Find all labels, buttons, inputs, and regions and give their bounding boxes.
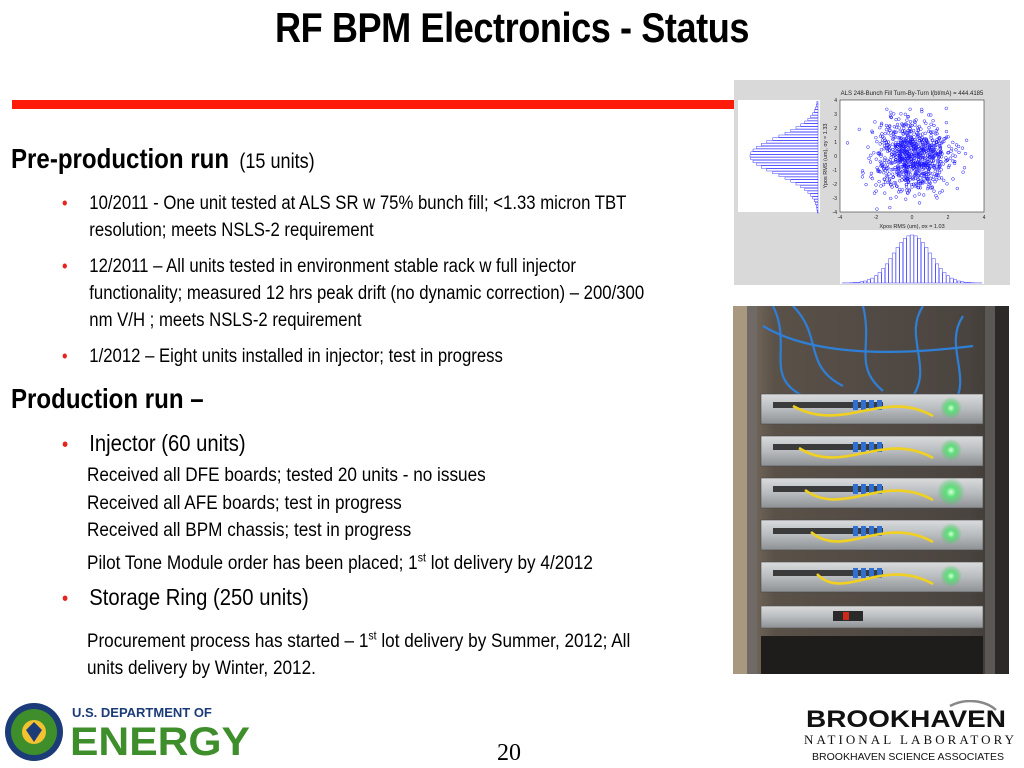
histogram-bar [811, 194, 818, 196]
rack-rail-left [747, 306, 757, 674]
red-connector [843, 612, 849, 620]
doe-logo-graphic [4, 700, 254, 764]
injector-details [87, 462, 593, 578]
histogram-bar [761, 166, 818, 168]
x-tick-label: -2 [873, 215, 879, 221]
histogram-bar [751, 152, 818, 154]
histogram-bar [910, 235, 913, 283]
injector-label: Injector (60 units) [89, 430, 246, 456]
histogram-bar [785, 177, 818, 179]
plot-x-ticks [838, 215, 986, 221]
histogram-bar [796, 127, 818, 129]
page-number: 20 [497, 740, 521, 766]
bpm-chassis-unit [761, 520, 983, 550]
histogram-bar [753, 160, 818, 162]
histogram-bar [864, 281, 867, 283]
histogram-bar [805, 188, 818, 190]
histogram-bar [817, 101, 818, 103]
histogram-bar [921, 243, 924, 284]
x-tick-label: 2 [946, 215, 950, 221]
y-tick-label: 0 [834, 154, 837, 160]
x-tick-label: -4 [837, 215, 843, 221]
storage-ring-line: units delivery by Winter, 2012. [87, 657, 316, 679]
histogram-bar [815, 202, 818, 204]
histogram-bar [811, 115, 818, 117]
histogram-bar [932, 259, 935, 283]
bnl-associates: BROOKHAVEN SCIENCE ASSOCIATES [812, 752, 1005, 763]
title-divider [12, 100, 734, 109]
bnl-logo [800, 700, 1016, 768]
y-tick-label: 3 [834, 112, 837, 118]
bullet-dot-icon: • [62, 588, 69, 610]
histogram-bar [889, 259, 892, 283]
chassis-units [761, 394, 983, 592]
tbt-scatter-plot [734, 80, 1010, 285]
plot-xlabel: Xpos RMS (um), σx = 1.03 [879, 224, 945, 230]
histogram-bar [785, 132, 818, 134]
preproduction-heading-row [11, 143, 315, 175]
plot-ylabel: Ypos RMS (um), σy = 1.33 [823, 123, 829, 189]
bullet-line: nm V/H ; meets NSLS-2 requirement [89, 310, 362, 331]
rack-side-right [995, 306, 1009, 674]
bpm-chassis-unit [761, 562, 983, 592]
lower-rack-space [761, 636, 983, 674]
histogram-bar [903, 239, 906, 284]
bullet-line: 12/2011 – All units tested in environment stable rack w full injector [89, 256, 576, 277]
rack-rail-right [985, 306, 995, 674]
storage-ring-bullet [62, 584, 309, 611]
histogram-bar [957, 281, 960, 283]
histogram-bar [816, 104, 818, 106]
histogram-bar [791, 180, 818, 182]
storage-ring-label: Storage Ring (250 units) [89, 584, 309, 610]
bullet-dot-icon: • [62, 346, 68, 366]
plot-y-ticks [833, 98, 838, 216]
x-tick-label: 4 [982, 215, 986, 221]
histogram-bar [860, 282, 863, 283]
rack-photo [733, 306, 1009, 674]
bullet-line: functionality; measured 12 hrs peak drift (no dynamic correction) – 200/300 [89, 283, 645, 304]
doe-energy-text: ENERGY [70, 720, 251, 764]
histogram-bar [896, 248, 899, 284]
bullet-item [62, 253, 718, 334]
bullet-line: 1/2012 – Eight units installed in injector; test in progress [89, 346, 503, 367]
histogram-bar [814, 110, 818, 112]
doe-top-text: U.S. DEPARTMENT OF [72, 705, 212, 720]
bpm-chassis-unit [761, 436, 983, 466]
bnl-name: BROOKHAVEN [806, 706, 1006, 733]
histogram-bar [943, 273, 946, 283]
plot-title: ALS 248-Bunch Fill Turn-By-Turn I(bl/mA) = 444.4185 [840, 91, 984, 97]
histogram-bar [753, 149, 818, 151]
histogram-bar [925, 248, 928, 284]
histogram-bar [878, 273, 881, 283]
y-tick-label: -4 [832, 210, 837, 216]
slide-title: RF BPM Electronics - Status [274, 4, 750, 51]
histogram-bar [856, 282, 859, 283]
histogram-bar [808, 118, 818, 120]
histogram-bar [939, 269, 942, 283]
histogram-bar [801, 185, 818, 187]
histogram-bar [816, 205, 818, 207]
injector-line: Received all BPM chassis; test in progress [87, 519, 412, 541]
y-tick-label: -1 [832, 168, 837, 174]
histogram-bar [814, 199, 818, 201]
histogram-bar [805, 121, 818, 123]
histogram-bar [801, 124, 818, 126]
preproduction-count: (15 units) [239, 150, 315, 173]
histogram-bar [813, 113, 818, 115]
histogram-bar [757, 163, 818, 165]
bullet-dot-icon: • [62, 256, 68, 276]
injector-line-pilot: Pilot Tone Module order has been placed; 1st lot delivery by 4/2012 [87, 550, 593, 574]
bullet-line: resolution; meets NSLS-2 requirement [89, 220, 374, 241]
bnl-logo-graphic [800, 700, 1016, 764]
histogram-bar [871, 278, 874, 283]
storage-ring-details [87, 622, 630, 683]
histogram-bar [750, 155, 818, 157]
histogram-bar [885, 264, 888, 283]
histogram-bar [791, 129, 818, 131]
histogram-bar [757, 146, 818, 148]
histogram-bar [773, 138, 818, 140]
histogram-bar [796, 183, 818, 185]
histogram-bar [874, 276, 877, 283]
bnl-lab: NATIONAL LABORATORY [804, 732, 1014, 747]
rack-side-left [733, 306, 747, 674]
bullet-dot-icon: • [62, 434, 69, 456]
rack-photo-illustration [733, 306, 1009, 674]
histogram-bar [936, 264, 939, 283]
histogram-bar [779, 174, 818, 176]
histogram-bar [892, 253, 895, 283]
histogram-bar [817, 211, 818, 213]
y-tick-label: -3 [832, 196, 837, 202]
histogram-bar [950, 278, 953, 283]
pilot-chassis [761, 606, 983, 628]
bpm-chassis-unit [761, 394, 983, 424]
histogram-bar [817, 208, 818, 210]
y-tick-label: 1 [834, 140, 837, 146]
histogram-bar [779, 135, 818, 137]
histogram-bar [761, 143, 818, 145]
histogram-bar [961, 282, 964, 283]
histogram-bar [954, 280, 957, 283]
histogram-bar [914, 236, 917, 283]
preproduction-heading: Pre-production run [11, 143, 230, 174]
histogram-bar [964, 282, 967, 283]
y-tick-label: -2 [832, 182, 837, 188]
bullet-line: 10/2011 - One unit tested at ALS SR w 75% bunch fill; <1.33 micron TBT [89, 193, 627, 214]
injector-line: Received all DFE boards; tested 20 units - no issues [87, 464, 486, 486]
histogram-bar [751, 157, 818, 159]
injector-bullet [62, 430, 246, 457]
injector-line: Received all AFE boards; test in progress [87, 491, 402, 514]
production-heading: Production run – [11, 383, 204, 414]
histogram-bar [928, 253, 931, 283]
y-tick-label: 4 [834, 98, 837, 104]
histogram-bar [867, 280, 870, 283]
bpm-chassis-unit [761, 478, 983, 508]
bullet-item [62, 343, 718, 370]
histogram-bar [767, 141, 818, 143]
bullet-item [62, 190, 718, 244]
y-tick-label: 2 [834, 126, 837, 132]
doe-logo [4, 700, 254, 768]
storage-ring-line: Procurement process has started – 1st lot delivery by Summer, 2012; All [87, 628, 631, 652]
histogram-bar [808, 191, 818, 193]
histogram-bar [882, 269, 885, 283]
histogram-bar [907, 236, 910, 283]
histogram-bar [773, 171, 818, 173]
histogram-bar [767, 169, 818, 171]
histogram-bar [815, 107, 818, 109]
tbt-scatter-figure [734, 80, 1010, 285]
histogram-bar [813, 197, 818, 199]
x-tick-label: 0 [910, 215, 914, 221]
histogram-bar [946, 276, 949, 283]
histogram-bar [918, 239, 921, 284]
histogram-bar [900, 243, 903, 284]
bullet-dot-icon: • [62, 193, 68, 213]
